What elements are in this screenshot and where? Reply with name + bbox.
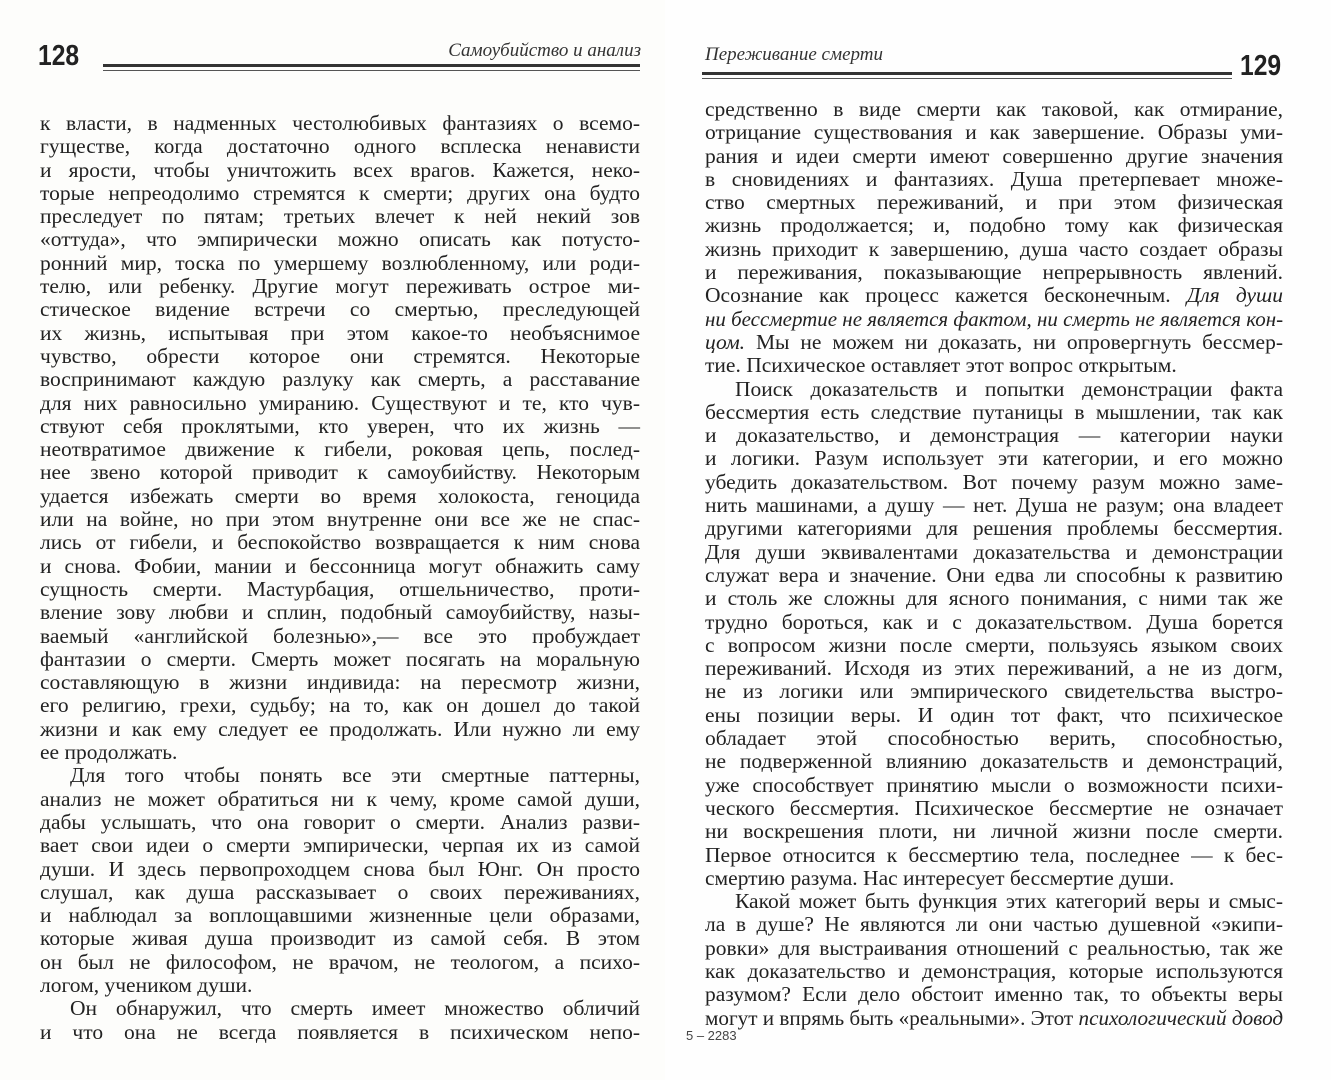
text-line xyxy=(705,214,1283,237)
text-segment: ческого бессмертия. Психическое бессмертие не означает xyxy=(705,795,1283,820)
text-segment: стическое видение встречи со смертью, преследующей xyxy=(40,297,640,322)
text-line xyxy=(40,322,640,345)
text-line xyxy=(705,634,1283,657)
text-line xyxy=(40,694,640,717)
text-line xyxy=(705,494,1283,517)
text-segment: и доказательство, и демонстрация — категории науки xyxy=(705,423,1283,448)
text-line xyxy=(705,611,1283,634)
text-segment: бессмертия есть следствие путаницы в мышлении, так как xyxy=(705,399,1283,424)
text-line xyxy=(705,261,1283,284)
header-rule-thin xyxy=(702,78,1232,79)
text-line xyxy=(40,182,640,205)
text-line xyxy=(40,298,640,321)
text-line xyxy=(40,578,640,601)
text-segment: телю, или ребенку. Другие могут переживать острое ми- xyxy=(40,274,640,299)
text-segment: или на войне, но при этом внутренне они все же не спас- xyxy=(40,507,640,532)
text-line xyxy=(40,205,640,228)
text-line xyxy=(40,811,640,834)
body-text xyxy=(705,98,1283,1030)
text-line xyxy=(705,517,1283,540)
text-line xyxy=(705,1007,1283,1030)
text-line xyxy=(40,135,640,158)
text-line xyxy=(705,308,1283,331)
text-segment: не подверженной влиянию доказательств и демонстраций, xyxy=(705,749,1283,774)
running-title: Самоубийство и анализ xyxy=(448,40,641,61)
text-line xyxy=(40,555,640,578)
text-segment: ронний мир, тоска по умершему возлюбленному, или роди- xyxy=(40,250,640,275)
running-title: Переживание смерти xyxy=(705,44,883,65)
text-segment: он был не философом, не врачом, не теологом, а психо- xyxy=(40,949,640,974)
italic-text: психологический довод xyxy=(1078,1005,1284,1030)
text-segment: вление зову любви и сплин, подобный самоубийству, назы- xyxy=(40,600,640,625)
right-page xyxy=(665,0,1331,1080)
left-page xyxy=(0,0,665,1080)
text-line xyxy=(40,112,640,135)
text-segment: ровки» для выстраивания отношений с реальностью, так же xyxy=(705,935,1283,960)
text-line xyxy=(40,461,640,484)
text-line xyxy=(705,447,1283,470)
text-line xyxy=(705,774,1283,797)
text-line xyxy=(40,415,640,438)
text-line xyxy=(40,392,640,415)
text-segment: разумом? Если дело обстоит именно так, то объекты веры xyxy=(705,982,1283,1007)
text-segment: и что она не всегда появляется в психическом непо- xyxy=(40,1019,640,1044)
text-line xyxy=(705,890,1283,913)
text-segment: служат вера и значение. Они едва ли способны к развитию xyxy=(705,562,1283,587)
text-line xyxy=(705,354,1283,377)
text-segment: Для души эквивалентами доказательства и демонстрации xyxy=(705,539,1283,564)
text-segment: торые непреодолимо стремятся к смерти; других она будто xyxy=(40,180,640,205)
text-segment: фантазии о смерти. Смерть может посягать на моральную xyxy=(40,646,640,671)
text-segment: удается избежать смерти во время холокоста, геноцида xyxy=(40,483,640,508)
text-line xyxy=(705,797,1283,820)
italic-text: Для души xyxy=(1186,283,1283,308)
text-line xyxy=(40,601,640,624)
text-segment: и переживания, показывающие непрерывность явлений. xyxy=(705,260,1283,285)
text-line xyxy=(40,974,640,997)
page-number: 128 xyxy=(38,40,80,72)
text-segment: жизни и как ему следует ее продолжать. Или нужно ли ему xyxy=(40,716,640,741)
text-line xyxy=(40,625,640,648)
text-line xyxy=(40,741,640,764)
text-segment: убедить доказательством. Вот почему разум можно заме- xyxy=(705,469,1283,494)
text-line xyxy=(40,508,640,531)
text-line xyxy=(40,368,640,391)
text-segment: Какой может быть функция этих категорий веры и смыс- xyxy=(735,889,1283,914)
text-segment: в сновидениях и фантазиях. Душа претерпевает множе- xyxy=(705,166,1283,191)
text-line xyxy=(705,983,1283,1006)
text-segment: уже способствует принятию мысли о возможности психи- xyxy=(705,772,1283,797)
text-segment: Для того чтобы понять все эти смертные паттерны, xyxy=(70,763,640,788)
text-line xyxy=(705,541,1283,564)
text-segment: логом, учеником души. xyxy=(40,972,253,997)
text-segment: ствуют себя проклятыми, кто уверен, что их жизнь — xyxy=(40,413,640,438)
text-segment: средственно в виде смерти как таковой, как отмирание, xyxy=(705,97,1283,121)
text-segment: для них равносильно умиранию. Существуют и те, кто чув- xyxy=(40,390,640,415)
text-line xyxy=(705,121,1283,144)
header-rule xyxy=(103,64,640,67)
text-line xyxy=(40,904,640,927)
text-segment: к власти, в надменных честолюбивых фантазиях о всемо- xyxy=(40,111,640,135)
text-segment: ены позиции веры. И один тот факт, что психическое xyxy=(705,702,1283,727)
text-line xyxy=(705,168,1283,191)
text-segment: «оттуда», что эмпирически можно описать как потусто- xyxy=(40,227,640,252)
text-segment: и снова. Фобии, мании и бессонница могут обнажить саму xyxy=(40,553,640,578)
text-line xyxy=(40,671,640,694)
text-line xyxy=(705,471,1283,494)
body-text xyxy=(40,112,640,1044)
text-line xyxy=(705,844,1283,867)
text-line xyxy=(705,913,1283,936)
text-line xyxy=(705,191,1283,214)
text-segment: как доказательство и демонстрация, которые используются xyxy=(705,958,1283,983)
text-segment: Мы не можем ни доказать, ни опровергнуть бессмер- xyxy=(745,329,1283,354)
text-segment: лись от гибели, и беспокойство возвращается к ним снова xyxy=(40,530,640,555)
text-segment: другими категориями для решения проблемы бессмертия. xyxy=(705,516,1283,541)
text-line xyxy=(705,937,1283,960)
text-segment: вает свои идеи о смерти эмпирически, черпая их из самой xyxy=(40,833,640,858)
text-segment: Осознание как процесс кажется бесконечным. xyxy=(705,283,1187,308)
text-line xyxy=(40,927,640,950)
text-segment: нее звено которой приводит к самоубийству. Некоторым xyxy=(40,460,640,485)
text-segment: ла в душе? Не являются ли они частью душевной «экипи- xyxy=(705,912,1283,937)
text-segment: ее продолжать. xyxy=(40,740,178,765)
text-segment: жизнь приходит к завершению, душа часто создает образы xyxy=(705,236,1283,261)
text-segment: смертию разума. Нас интересует бессмертие души. xyxy=(705,865,1175,890)
text-line xyxy=(705,727,1283,750)
text-segment: ство смертных переживаний, и при этом физическая xyxy=(705,190,1283,215)
text-segment: трудно бороться, как и с доказательством. Душа борется xyxy=(705,609,1283,634)
text-segment: ваемый «английской болезнью»,— все это пробуждает xyxy=(40,623,640,648)
text-line xyxy=(705,98,1283,121)
text-line xyxy=(40,1021,640,1044)
text-line xyxy=(705,820,1283,843)
text-segment: неотвратимое движение к гибели, роковая цепь, послед- xyxy=(40,437,640,462)
text-line xyxy=(705,401,1283,424)
text-line xyxy=(40,788,640,811)
text-segment: воспринимают каждую разлуку как смерть, а расставание xyxy=(40,367,640,392)
header-rule-thin xyxy=(103,70,640,71)
text-segment: Первое относится к бессмертию тела, последнее — к бес- xyxy=(705,842,1283,867)
text-line xyxy=(705,680,1283,703)
printer-signature: 5 – 2283 xyxy=(686,1028,737,1043)
text-line xyxy=(705,331,1283,354)
text-segment: рания и идеи смерти имеют совершенно другие значения xyxy=(705,143,1283,168)
text-line xyxy=(40,858,640,881)
text-segment: анализ не может обратиться ни к чему, кроме самой души, xyxy=(40,786,640,811)
text-segment: его религию, грехи, судьбу; на то, как он дошел до такой xyxy=(40,693,640,718)
text-segment: Поиск доказательств и попытки демонстрации факта xyxy=(735,376,1283,401)
text-segment: тие. Психическое оставляет этот вопрос открытым. xyxy=(705,353,1177,378)
text-line xyxy=(40,438,640,461)
text-line xyxy=(705,378,1283,401)
text-line xyxy=(705,960,1283,983)
text-line xyxy=(705,657,1283,680)
text-segment: могут и впрямь быть «реальными». Этот xyxy=(705,1005,1079,1030)
text-line xyxy=(705,587,1283,610)
text-line xyxy=(705,238,1283,261)
text-line xyxy=(40,764,640,787)
text-line xyxy=(705,424,1283,447)
italic-text: цом. xyxy=(705,329,746,354)
text-line xyxy=(705,704,1283,727)
text-line xyxy=(40,834,640,857)
text-segment: которые живая душа производит из самой себя. В этом xyxy=(40,926,640,951)
text-line xyxy=(40,252,640,275)
text-segment: обладает этой способностью верить, способностью, xyxy=(705,726,1283,751)
text-segment: слушал, как душа рассказывает о своих переживаниях, xyxy=(40,879,640,904)
text-segment: с вопросом жизни после смерти, пользуясь языком своих xyxy=(705,632,1283,657)
text-line xyxy=(40,485,640,508)
text-segment: и логики. Разум использует эти категории, и его можно xyxy=(705,446,1283,471)
text-segment: нить машинами, а душу — нет. Душа не разум; она владеет xyxy=(705,493,1283,518)
text-segment: переживаний. Исходя из этих переживаний, а не из догм, xyxy=(705,656,1283,681)
text-segment: сущность смерти. Мастурбация, отшельничество, проти- xyxy=(40,576,640,601)
italic-text: ни бессмертие не является фактом, ни смерть не является кон- xyxy=(705,306,1284,331)
text-segment: чувство, обрести которое они стремятся. Некоторые xyxy=(40,343,640,368)
text-line xyxy=(40,881,640,904)
text-segment: составляющую в жизни индивида: на пересмотр жизни, xyxy=(40,670,640,695)
page-number: 129 xyxy=(1240,50,1282,82)
text-line xyxy=(705,284,1283,307)
text-segment: Он обнаружил, что смерть имеет множество обличий xyxy=(70,996,640,1021)
header-rule xyxy=(702,72,1232,75)
text-segment: и ярости, чтобы уничтожить всех врагов. Кажется, неко- xyxy=(40,157,640,182)
text-segment: жизнь продолжается; и, подобно тому как физическая xyxy=(705,213,1283,238)
text-segment: ни воскрешения плоти, ни личной жизни после смерти. xyxy=(705,819,1283,844)
text-segment: и столь же сложны для ясного понимания, с ними так же xyxy=(705,586,1283,611)
text-line xyxy=(40,718,640,741)
text-segment: гуществе, когда достаточно одного всплеска ненависти xyxy=(40,134,640,159)
text-line xyxy=(40,228,640,251)
text-segment: их жизнь, испытывая при этом какое-то необъяснимое xyxy=(40,320,640,345)
text-line xyxy=(40,275,640,298)
text-segment: отрицание существования и как завершение. Образы уми- xyxy=(705,120,1283,145)
text-line xyxy=(40,648,640,671)
text-line xyxy=(705,867,1283,890)
text-segment: не из логики или эмпирического свидетельства выстро- xyxy=(705,679,1283,704)
text-line xyxy=(705,750,1283,773)
text-line xyxy=(40,997,640,1020)
text-line xyxy=(40,345,640,368)
text-line xyxy=(40,531,640,554)
text-line xyxy=(705,564,1283,587)
text-segment: преследует по пятам; третьих влечет к ней некий зов xyxy=(40,204,640,229)
text-line xyxy=(705,145,1283,168)
text-line xyxy=(40,951,640,974)
text-line xyxy=(40,159,640,182)
text-segment: дабы услышать, что она говорит о смерти. Анализ разви- xyxy=(40,809,640,834)
text-segment: души. И здесь первопроходцем снова был Юнг. Он просто xyxy=(40,856,640,881)
text-segment: и наблюдал за воплощавшими жизненные цели образами, xyxy=(40,903,640,928)
